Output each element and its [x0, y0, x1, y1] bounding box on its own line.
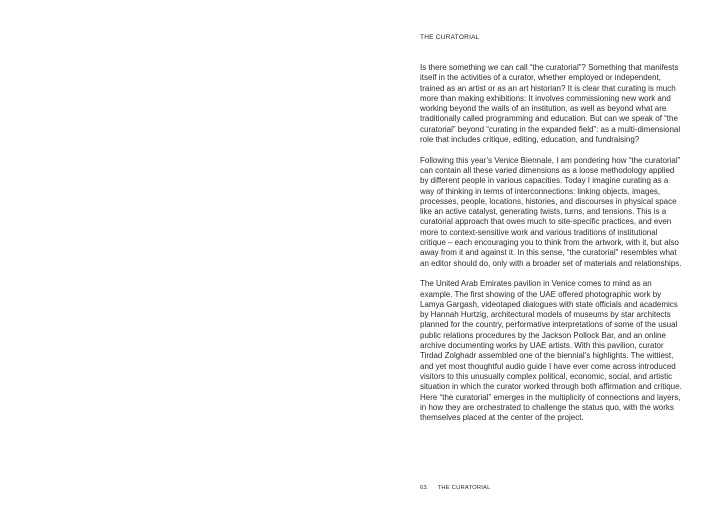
article-body — [420, 63, 684, 423]
paragraph: The United Arab Emirates pavilion in Venice comes to mind as an example. The first showing of the UAE offered photographic work by Lamya Gargash, videotaped dialogues with state officials and academics by Hannah Hurtzig, architectural models of museums by star architects planned for the country, performative interpretations of some of the usual public relations procedures by the Jackson Pollock Bar, and an online archive documenting works by UAE artists. With this pavilion, curator Tirdad Zolghadr assembled one of the biennial’s highlights. The wittiest, and yet most thoughtful audio guide I have ever come across introduced visitors to this unusually complex political, economic, social, and artistic situation in which the curator worked through both affirmation and critique. Here “the curatorial” emerges in the multiplicity of connections and layers, in how they are orchestrated to challenge the status quo, with the works themselves placed at the center of the project. — [420, 279, 682, 423]
footer-title: THE CURATORIAL — [437, 485, 491, 491]
running-head: THE CURATORIAL — [420, 34, 480, 41]
paragraph: Following this year’s Venice Biennale, I am pondering how “the curatorial” can contain all these varied dimensions as a loose methodology applied by different people in various capacities. Today I imagine curating as a way of thinking in terms of interconnections: linking objects, images, processes, people, locations, histories, and discourses in physical space like an active catalyst, generating twists, turns, and tensions. This is a curatorial approach that owes much to site-specific practices, and even more to context-sensitive work and various traditions of institutional critique – each encouraging you to think from the artwork, with it, but also away from it and against it. In this sense, “the curatorial” resembles what an editor should do, only with a broader set of materials and relationships. — [420, 155, 682, 268]
right-page — [364, 0, 728, 522]
paragraph: Is there something we can call “the curatorial”? Something that manifests itself in the activities of a curator, whether employed or independent, trained as an artist or as an art historian? It is clear that curating is much more than making exhibitions: It involves commissioning new work and working beyond the walls of an institution, as well as beyond what are traditionally called programming and education. But can we speak of “the curatorial” beyond “curating in the expanded field”: as a multi-dimensional role that includes critique, editing, education, and fundraising? — [420, 63, 681, 145]
page-footer — [420, 485, 491, 491]
page-number: 63. — [420, 485, 429, 491]
